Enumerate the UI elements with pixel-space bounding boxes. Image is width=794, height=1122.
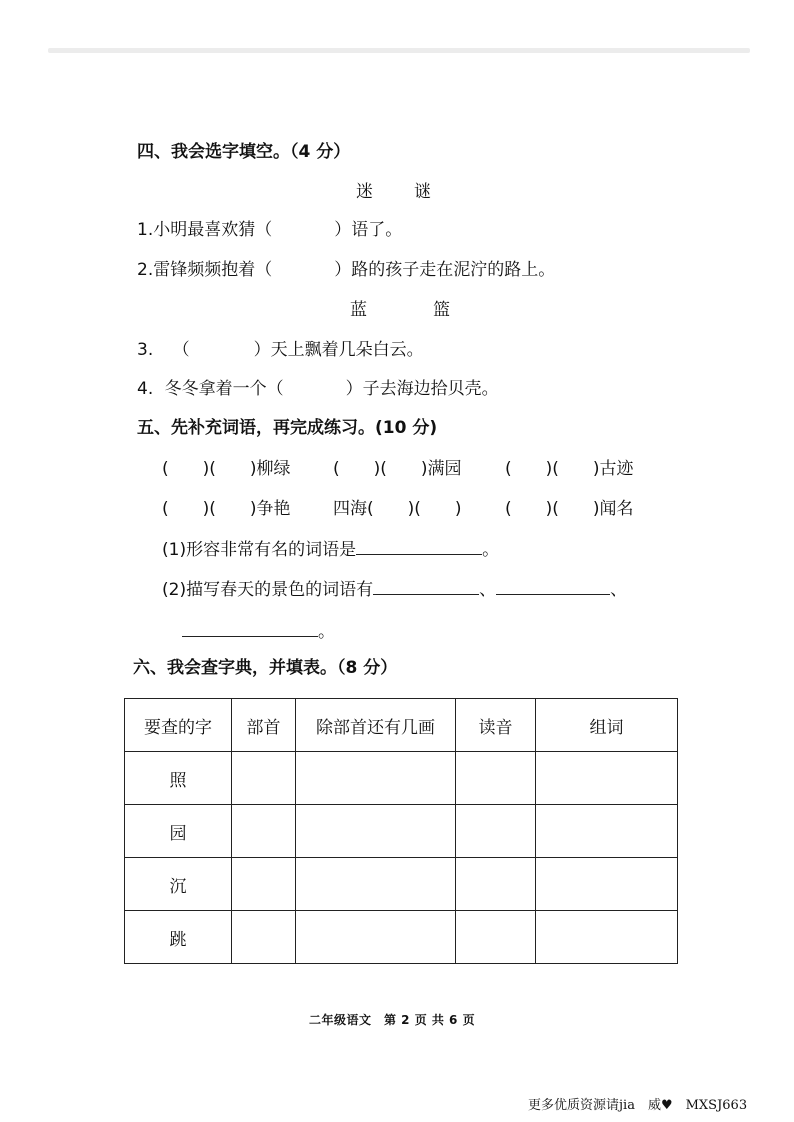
words-cell[interactable]: [536, 911, 678, 964]
strokes-cell[interactable]: [296, 858, 456, 911]
radical-cell[interactable]: [232, 752, 296, 805]
table-row: [125, 911, 678, 964]
answer-line[interactable]: [496, 576, 610, 595]
strokes-cell[interactable]: [296, 752, 456, 805]
question-text-before: 小明最喜欢猜（: [153, 220, 273, 240]
question-text-after: ）子去海边拾贝壳。: [345, 379, 499, 399]
question-text-before: （: [172, 340, 190, 360]
question-text-after: ）天上飘着几朵白云。: [253, 340, 424, 360]
question-number: 1.: [137, 220, 154, 240]
words-cell[interactable]: [536, 752, 678, 805]
dictionary-table: [124, 698, 678, 964]
page-footer: 二年级语文 第 2 页 共 6 页: [309, 1013, 476, 1027]
pronunciation-cell[interactable]: [456, 805, 536, 858]
header-char: 要查的字: [125, 699, 232, 752]
choice-char-mi2: 谜: [414, 182, 431, 202]
table-header-row: [125, 699, 678, 752]
idiom-blank-5[interactable]: 四海( )( ): [333, 499, 462, 519]
lookup-char: 照: [125, 752, 232, 805]
question-text-before: (2)描写春天的景色的词语有: [162, 580, 374, 600]
question-text-before: 雷锋频频抱着（: [153, 260, 273, 280]
question-text-before: (1)形容非常有名的词语是: [162, 540, 357, 560]
words-cell[interactable]: [536, 858, 678, 911]
section-4-title: 四、我会选字填空。（4 分）: [137, 142, 351, 162]
question-4-1: [137, 215, 402, 240]
question-5-2-continued: [182, 617, 335, 642]
radical-cell[interactable]: [232, 858, 296, 911]
question-text-after: 。: [482, 540, 500, 560]
choice-char-mi: 迷: [356, 182, 373, 202]
choice-char-lan: 蓝: [350, 300, 367, 320]
answer-line[interactable]: [356, 536, 482, 555]
question-text-before: 冬冬拿着一个（: [164, 379, 284, 399]
pronunciation-cell[interactable]: [456, 911, 536, 964]
idiom-blank-1[interactable]: ( )( )柳绿: [162, 459, 291, 479]
header-words: 组词: [536, 699, 678, 752]
answer-line[interactable]: [182, 618, 318, 637]
lookup-char: 沉: [125, 858, 232, 911]
question-number: 3.: [137, 340, 154, 360]
choice-char-lan2: 篮: [433, 300, 450, 320]
section-6-title: 六、我会查字典，并填表。（8 分）: [133, 658, 398, 678]
header-strokes: 除部首还有几画: [296, 699, 456, 752]
strokes-cell[interactable]: [296, 805, 456, 858]
section-5-title: 五、先补充词语，再完成练习。(10 分): [137, 418, 438, 438]
watermark-text: 更多优质资源请jia 威♥ MXSJ663: [528, 1098, 748, 1113]
pronunciation-cell[interactable]: [456, 858, 536, 911]
top-divider: [48, 48, 750, 53]
idiom-blank-6[interactable]: ( )( )闻名: [505, 499, 634, 519]
strokes-cell[interactable]: [296, 911, 456, 964]
idiom-blank-2[interactable]: ( )( )满园: [333, 459, 462, 479]
answer-line[interactable]: [373, 576, 479, 595]
question-5-1: [162, 535, 499, 560]
question-text-after: ）路的孩子走在泥泞的路上。: [334, 260, 556, 280]
radical-cell[interactable]: [232, 911, 296, 964]
lookup-char: 跳: [125, 911, 232, 964]
table-row: [125, 752, 678, 805]
words-cell[interactable]: [536, 805, 678, 858]
question-4-2: [137, 255, 555, 280]
idiom-blank-3[interactable]: ( )( )古迹: [505, 459, 634, 479]
separator: 、: [610, 580, 628, 600]
idiom-blank-4[interactable]: ( )( )争艳: [162, 499, 291, 519]
header-pronunciation: 读音: [456, 699, 536, 752]
question-4-3: [137, 335, 424, 360]
question-number: 2.: [137, 260, 154, 280]
question-number: 4.: [137, 379, 154, 399]
lookup-char: 园: [125, 805, 232, 858]
question-text-end: 。: [318, 622, 335, 642]
radical-cell[interactable]: [232, 805, 296, 858]
question-text-after: ）语了。: [334, 220, 403, 240]
pronunciation-cell[interactable]: [456, 752, 536, 805]
table-row: [125, 805, 678, 858]
question-5-2: [162, 575, 627, 600]
header-radical: 部首: [232, 699, 296, 752]
separator: 、: [479, 580, 497, 600]
question-4-4: [137, 374, 499, 399]
table-row: [125, 858, 678, 911]
